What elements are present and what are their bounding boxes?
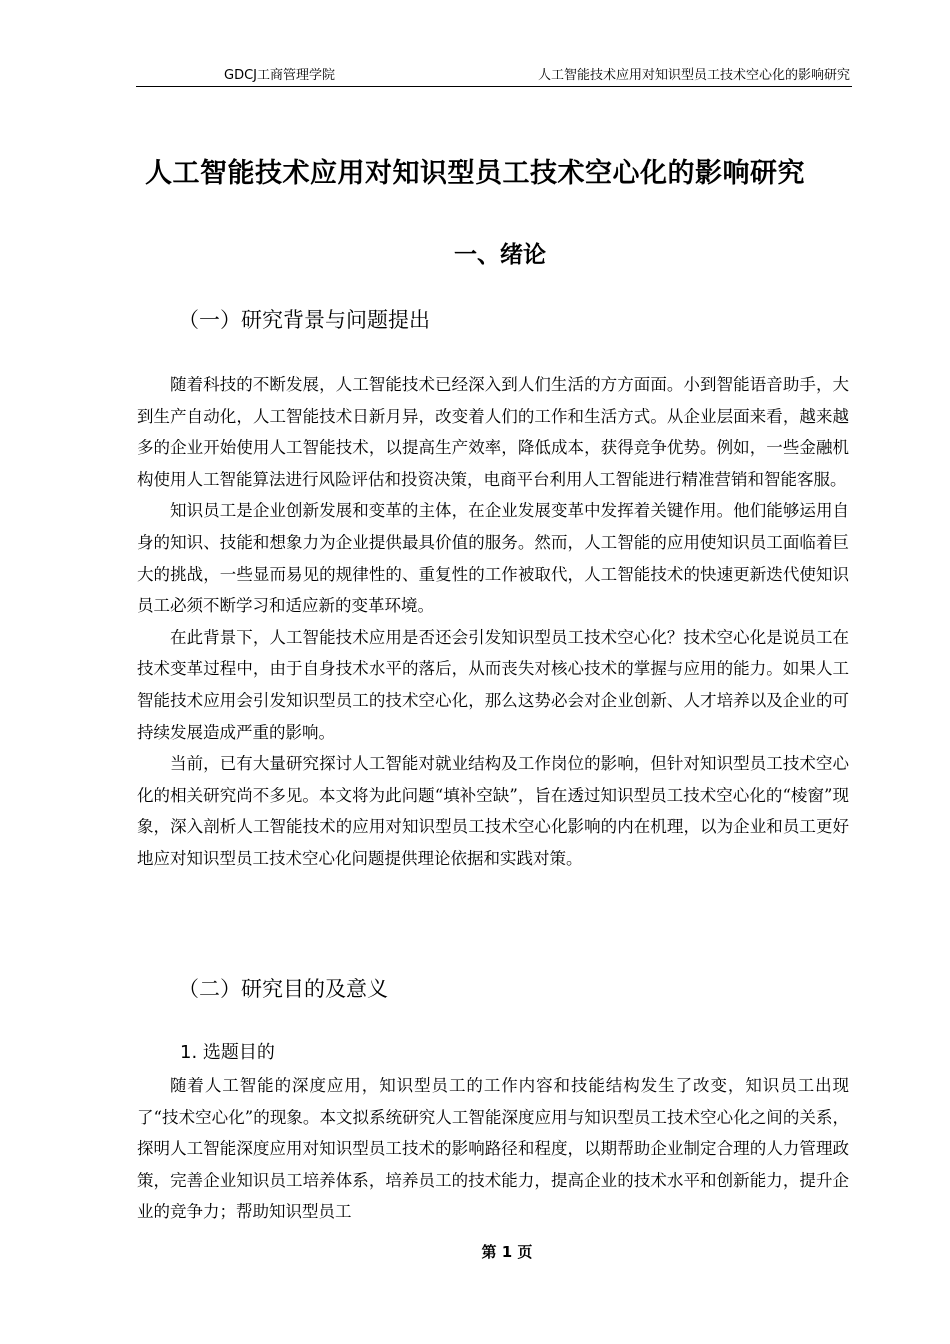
paragraph: 当前，已有大量研究探讨人工智能对就业结构及工作岗位的影响，但针对知识型员工技术空心化的相关研究尚不多见。本文将为此问题“填补空缺”，旨在透过知识型员工技术空心化的“棱窗”现象，深入剖析人工智能技术的应用对知识型员工技术空心化影响的内在机理，以为企业和员工更好地应对知识型员工技术空心化问题提供理论依据和实践对策。 — [137, 754, 849, 868]
section-background-body — [137, 369, 849, 875]
paragraph: 随着科技的不断发展，人工智能技术已经深入到人们生活的方方面面。小到智能语音助手，大到生产自动化，人工智能技术日新月异，改变着人们的工作和生活方式。从企业层面来看，越来越多的企业开始使用人工智能技术，以提高生产效率，降低成本，获得竞争优势。例如，一些金融机构使用人工智能算法进行风险评估和投资决策，电商平台利用人工智能进行精准营销和智能客服。 — [137, 375, 849, 489]
paragraph: 知识员工是企业创新发展和变革的主体，在企业发展变革中发挥着关键作用。他们能够运用自身的知识、技能和想象力为企业提供最具价值的服务。然而，人工智能的应用使知识员工面临着巨大的挑战，一些显而易见的规律性的、重复性的工作被取代，人工智能技术的快速更新迭代使知识员工必须不断学习和适应新的变革环境。 — [137, 501, 849, 616]
paragraph: 在此背景下，人工智能技术应用是否还会引发知识型员工技术空心化？技术空心化是说员工在技术变革过程中，由于自身技术水平的落后，从而丧失对核心技术的掌握与应用的能力。如果人工智能技术应用会引发知识型员工的技术空心化，那么这势必会对企业创新、人才培养以及企业的可持续发展造成严重的影响。 — [137, 627, 849, 742]
page-number: 第 1 页 — [481, 1243, 533, 1261]
subsection-heading-topic-purpose: 1. 选题目的 — [180, 1042, 275, 1063]
section-purpose-body — [137, 1070, 849, 1228]
document-title: 人工智能技术应用对知识型员工技术空心化的影响研究 — [145, 158, 805, 189]
page-header — [136, 66, 852, 87]
chapter-heading: 一、绪论 — [454, 242, 546, 268]
paragraph: 随着人工智能的深度应用，知识型员工的工作内容和技能结构发生了改变，知识员工出现了“技术空心化”的现象。本文拟系统研究人工智能深度应用与知识型员工技术空心化之间的关系，探明人工智能深度应用对知识型员工技术的影响路径和程度，以期帮助企业制定合理的人力管理政策，完善企业知识员工培养体系，培养员工的技术能力，提高企业的技术水平和创新能力，提升企业的竞争力；帮助知识型员工 — [137, 1076, 849, 1222]
header-institution: GDCJ工商管理学院 — [224, 68, 335, 83]
section-heading-background: （一）研究背景与问题提出 — [178, 308, 430, 332]
section-heading-purpose: （二）研究目的及意义 — [178, 977, 388, 1001]
header-paper-title: 人工智能技术应用对知识型员工技术空心化的影响研究 — [537, 68, 850, 83]
